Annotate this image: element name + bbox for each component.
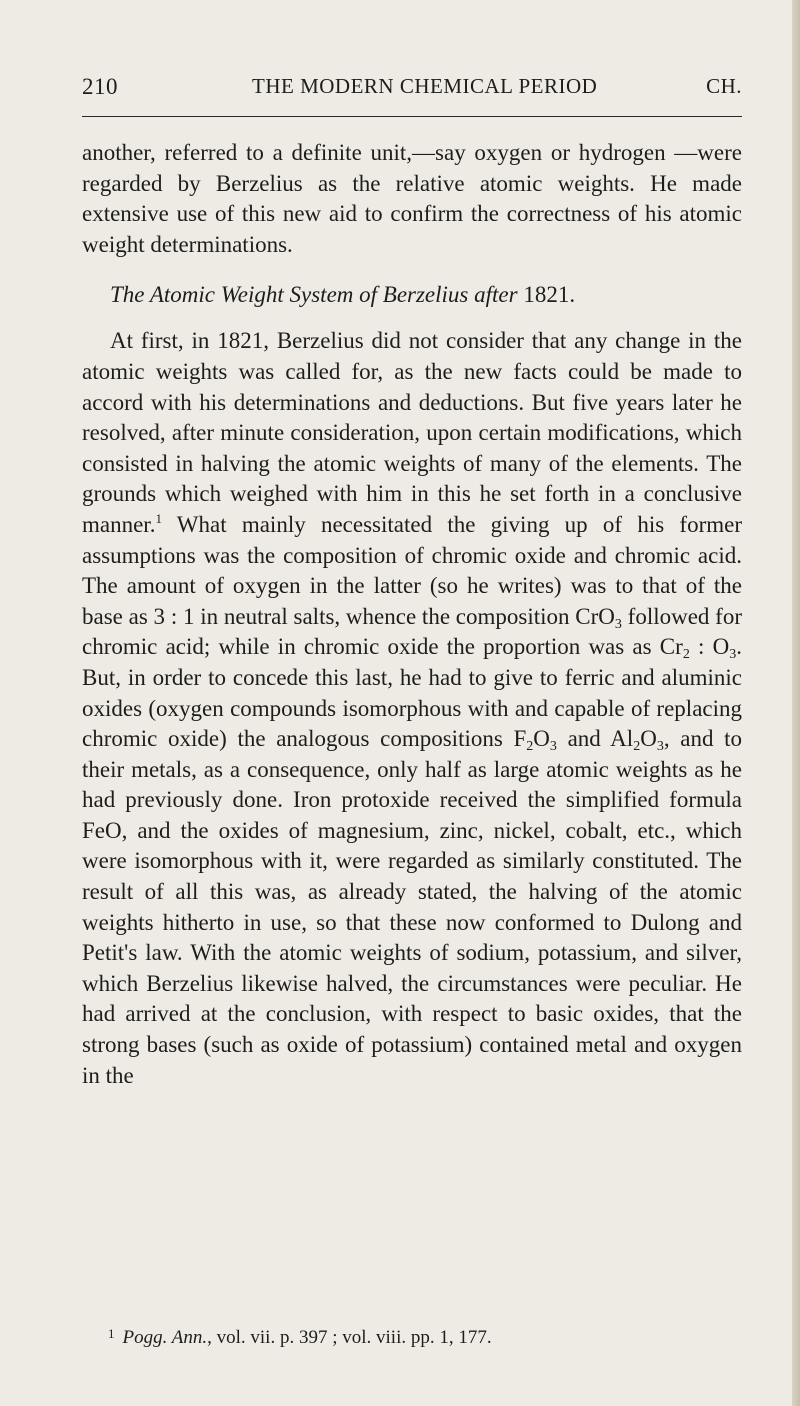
paragraph-continued: another, referred to a definite unit,—say oxygen or hydrogen —were regarded by Berzelius as the relative atomic weights. He made extensive use of this new aid to confirm the correctness of his atomic weight determinations. [82, 140, 742, 257]
footnote-source: Pogg. Ann. [122, 1327, 208, 1348]
text-run: . But, in order to concede this last, he had to give to ferric and aluminic oxides (oxygen compounds isomorphous with and capable of replacing chromic oxide) the analogous compositions F [82, 634, 742, 752]
running-header [82, 74, 742, 106]
text-run: O [533, 726, 550, 752]
section-heading [110, 280, 742, 310]
footnote [108, 1322, 748, 1350]
subscript: 3 [614, 616, 622, 632]
footnote-mark: 1 [108, 1326, 115, 1341]
subscript: 2 [526, 739, 534, 755]
text-run: and Al [556, 726, 634, 752]
text-run: : O [689, 634, 730, 660]
footnote-reference: 1 [155, 510, 162, 526]
text-run: , and to their metals, as a consequence, only half as large atomic weights as he had previously done. Iron protoxide received the simplified formula FeO, and the oxides of magnesium, zinc, nickel, cobalt, etc., which were isomorphous with it, were regarded as similarly constituted. The result of all this was, as already stated, the halving of the atomic weights hitherto in use, so that these now conformed to Dulong and Petit's law. With the atomic weights of sodium, potassium, and silver, which Berzelius likewise halved, the circumstances were peculiar. He had arrived at the conclusion, with respect to basic oxides, that the strong bases (such as oxide of potassium) contained metal and oxygen in the [82, 726, 742, 1088]
page-number: 210 [82, 74, 118, 99]
text-run: followed for chromic acid; while in chromic oxide the proportion was as Cr [82, 603, 742, 660]
paragraph-main [82, 326, 742, 1091]
section-heading-text: The Atomic Weight System of Berzelius after [110, 282, 518, 308]
page-body [82, 138, 742, 1091]
page-edge-shadow [792, 0, 800, 1406]
subscript: 3 [729, 647, 737, 663]
text-run: What mainly necessitated the giving up of his former assumptions was the composition of chromic oxide and chromic acid. The amount of oxygen in the latter (so he writes) was to that of the base as 3 : 1 in neutral salts, whence the composition CrO [82, 511, 742, 629]
running-title: THE MODERN CHEMICAL PERIOD [252, 74, 598, 98]
text-run: O [640, 726, 657, 752]
section-heading-year: 1821. [523, 282, 576, 308]
subscript: 2 [633, 739, 641, 755]
footnote-text: , vol. vii. p. 397 ; vol. viii. pp. 1, 177. [207, 1327, 492, 1348]
subscript: 3 [549, 739, 557, 755]
chapter-abbrev: CH. [706, 74, 742, 98]
subscript: 3 [656, 739, 664, 755]
header-rule [82, 116, 742, 117]
subscript: 2 [682, 647, 690, 663]
text-run: At first, in 1821, Berzelius did not consider that any change in the atomic weights was called for, as the new facts could be made to accord with his determinations and deductions. But five years later he resolved, after minute consideration, upon certain modifications, which consisted in halving the atomic weights of many of the elements. The grounds which weighed with him in this he set forth in a conclusive manner. [82, 328, 742, 537]
